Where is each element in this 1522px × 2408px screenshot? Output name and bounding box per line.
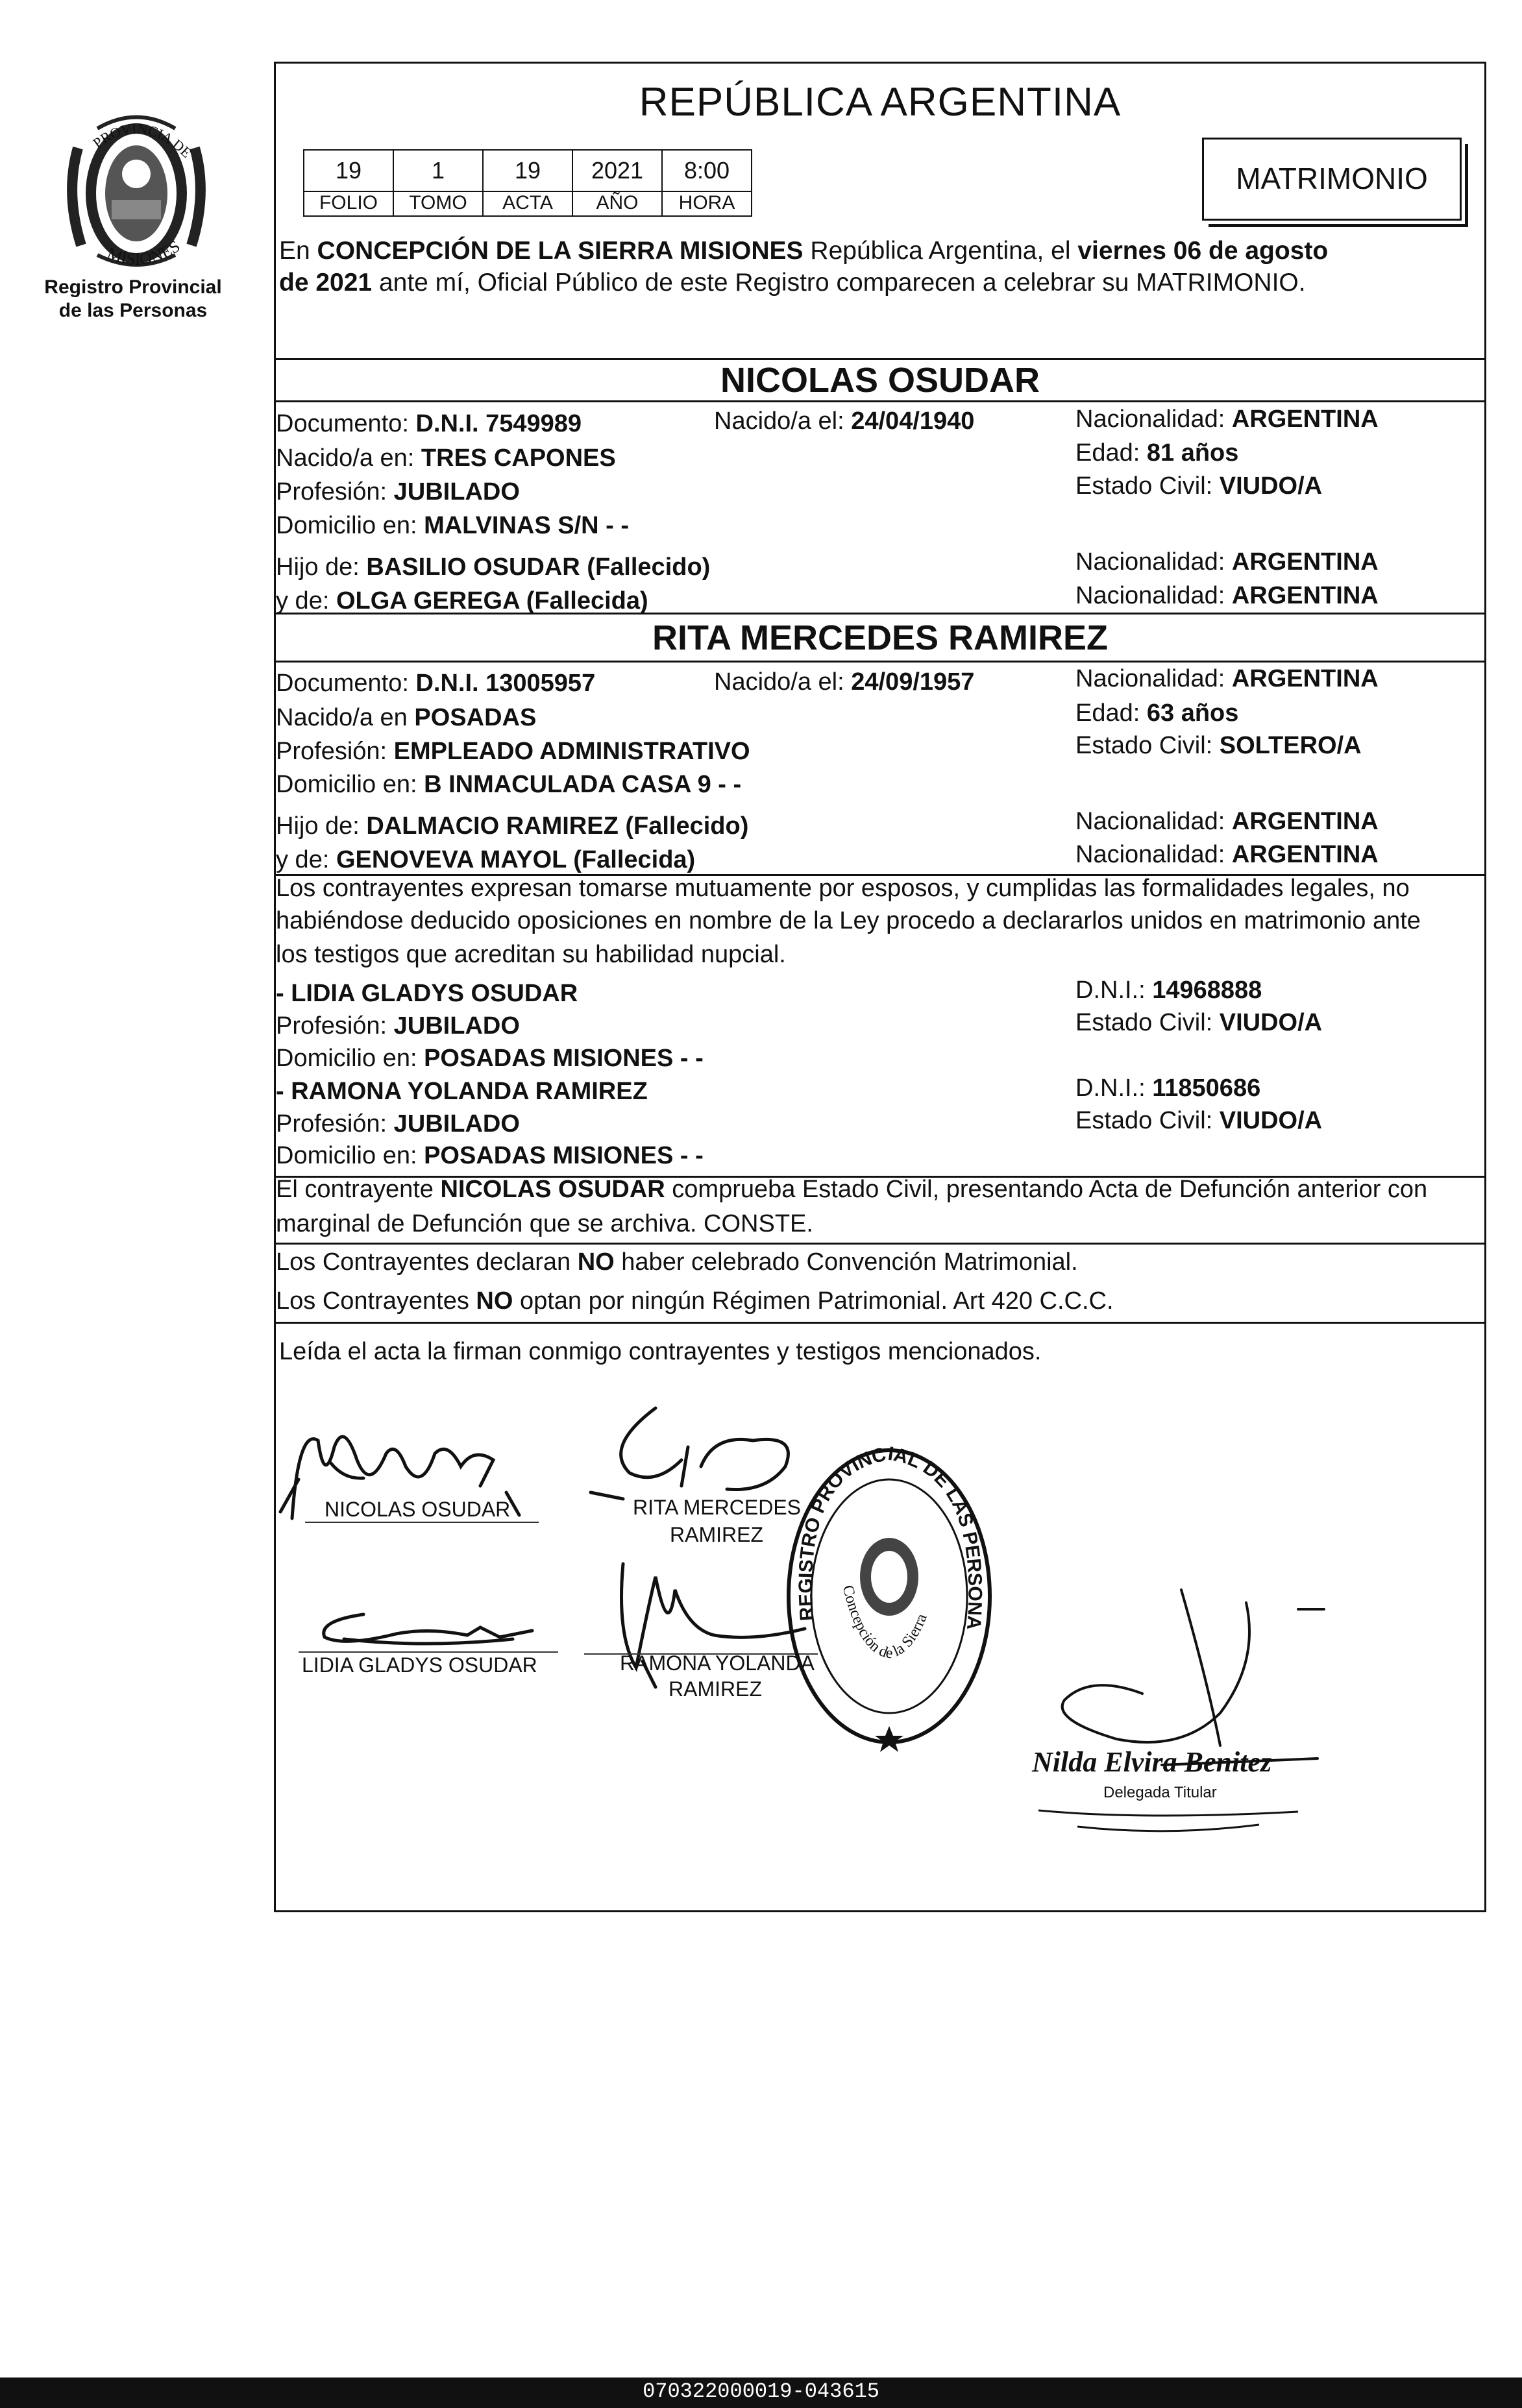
signature-label-4b: RAMIREZ	[669, 1677, 762, 1701]
spouse2-padre-nacionalidad: Nacionalidad: ARGENTINA	[1075, 808, 1379, 835]
intro-line-1: En CONCEPCIÓN DE LA SIERRA MISIONES República Argentina, el viernes 06 de agosto	[279, 237, 1329, 265]
official-signature-scribble	[1013, 1583, 1350, 1869]
seal-lettering-icon	[52, 109, 221, 278]
spouse1-edad: Edad: 81 años	[1075, 439, 1239, 467]
witness1-domicilio: Domicilio en: POSADAS MISIONES - -	[276, 1045, 704, 1072]
page-title: REPÚBLICA ARGENTINA	[639, 80, 1122, 125]
signature-label-2a: RITA MERCEDES	[633, 1496, 801, 1519]
witness2-profesion: Profesión: JUBILADO	[276, 1110, 520, 1137]
svg-text:MISIONES: MISIONES	[104, 236, 184, 269]
spouse2-domicilio: Domicilio en: B INMACULADA CASA 9 - -	[276, 771, 742, 798]
civil-note-line-1: El contrayente NICOLAS OSUDAR comprueba Estado Civil, presentando Acta de Defunción anterior con	[276, 1176, 1428, 1203]
witness2-dni: D.N.I.: 11850686	[1075, 1075, 1261, 1102]
divider-spouse1-header	[274, 400, 1486, 402]
official-stamp-icon	[772, 1424, 1000, 1765]
spouse2-estado-civil: Estado Civil: SOLTERO/A	[1075, 732, 1362, 759]
spouse2-madre-nacionalidad: Nacionalidad: ARGENTINA	[1075, 841, 1379, 868]
ano-value: 2021	[572, 149, 663, 192]
spouse2-nacionalidad: Nacionalidad: ARGENTINA	[1075, 665, 1379, 692]
spouse1-padre-nacionalidad: Nacionalidad: ARGENTINA	[1075, 548, 1379, 576]
divider-spouse2-top	[274, 613, 1486, 614]
witness1-dni: D.N.I.: 14968888	[1075, 977, 1262, 1004]
signature-label-3: LIDIA GLADYS OSUDAR	[302, 1653, 537, 1677]
civil-note-line-2: marginal de Defunción que se archiva. CONSTE.	[276, 1210, 813, 1237]
folio-value: 19	[303, 149, 394, 192]
spouse2-madre: y de: GENOVEVA MAYOL (Fallecida)	[276, 846, 696, 873]
witness1-name: - LIDIA GLADYS OSUDAR	[276, 980, 578, 1007]
convention-line-1: Los Contrayentes declaran NO haber celebrado Convención Matrimonial.	[276, 1248, 1078, 1276]
witness1-estado-civil: Estado Civil: VIUDO/A	[1075, 1009, 1323, 1036]
tomo-label: TOMO	[393, 191, 484, 217]
closing-statement: Leída el acta la firman conmigo contrayentes y testigos mencionados.	[279, 1338, 1042, 1365]
barcode-number: 070322000019-043615	[643, 2379, 879, 2403]
hora-value: 8:00	[661, 149, 752, 192]
spouse2-padre: Hijo de: DALMACIO RAMIREZ (Fallecido)	[276, 812, 749, 840]
spouse1-name: NICOLAS OSUDAR	[720, 361, 1040, 400]
signature-label-1: NICOLAS OSUDAR	[325, 1498, 511, 1521]
divider-convention-top	[274, 1243, 1486, 1245]
spouse2-nacido-en: Nacido/a en POSADAS	[276, 704, 537, 731]
divider-closing-top	[274, 1322, 1486, 1324]
spouse2-edad: Edad: 63 años	[1075, 699, 1239, 727]
witness1-profesion: Profesión: JUBILADO	[276, 1012, 520, 1040]
spouse1-domicilio: Domicilio en: MALVINAS S/N - -	[276, 512, 630, 539]
svg-text:PROVINCIA DE: PROVINCIA DE	[90, 120, 195, 161]
spouse2-nacido-el: Nacido/a el: 24/09/1957	[714, 668, 975, 696]
logo-caption-line1: Registro Provincial	[44, 276, 222, 298]
svg-text:Delegada Titular: Delegada Titular	[1103, 1784, 1217, 1801]
svg-text:Nilda Elvira Benitez: Nilda Elvira Benitez	[1032, 1746, 1272, 1778]
declaration-line-2: habiéndose deducido oposiciones en nombre de la Ley procedo a declararlos unidos en matrimonio ante	[276, 907, 1421, 934]
tomo-value: 1	[393, 149, 484, 192]
spouse1-profesion: Profesión: JUBILADO	[276, 478, 520, 505]
signature-line-3	[299, 1651, 558, 1653]
svg-text:REGISTRO PROVINCIAL DE LAS PER: REGISTRO PROVINCIAL DE LAS PERSONAS	[772, 1424, 986, 1631]
witness2-domicilio: Domicilio en: POSADAS MISIONES - -	[276, 1142, 704, 1169]
witness2-estado-civil: Estado Civil: VIUDO/A	[1075, 1107, 1323, 1134]
spouse2-name: RITA MERCEDES RAMIREZ	[652, 618, 1108, 657]
declaration-line-1: Los contrayentes expresan tomarse mutuamente por esposos, y cumplidas las formalidades legales, no	[276, 875, 1410, 902]
spouse2-documento: Documento: D.N.I. 13005957	[276, 670, 596, 697]
spouse1-documento: Documento: D.N.I. 7549989	[276, 410, 582, 437]
witness2-name: - RAMONA YOLANDA RAMIREZ	[276, 1078, 648, 1105]
record-type-box: MATRIMONIO	[1202, 138, 1462, 221]
intro-line-2: de 2021 ante mí, Oficial Público de este Registro comparecen a celebrar su MATRIMONIO.	[279, 269, 1306, 297]
declaration-line-3: los testigos que acreditan su habilidad nupcial.	[276, 941, 786, 968]
acta-label: ACTA	[482, 191, 573, 217]
spouse1-estado-civil: Estado Civil: VIUDO/A	[1075, 472, 1323, 500]
spouse1-nacido-el: Nacido/a el: 24/04/1940	[714, 407, 975, 435]
hora-label: HORA	[661, 191, 752, 217]
svg-text:Concepción de la Sierra: Concepción de la Sierra	[839, 1583, 931, 1662]
signature-label-4a: RAMONA YOLANDA	[620, 1651, 815, 1675]
folio-label: FOLIO	[303, 191, 394, 217]
ano-label: AÑO	[572, 191, 663, 217]
logo-caption-line2: de las Personas	[58, 300, 208, 321]
spouse2-profesion: Profesión: EMPLEADO ADMINISTRATIVO	[276, 738, 750, 765]
spouse1-nacionalidad: Nacionalidad: ARGENTINA	[1075, 406, 1379, 433]
divider-spouse2-header	[274, 661, 1486, 663]
convention-line-2: Los Contrayentes NO optan por ningún Régimen Patrimonial. Art 420 C.C.C.	[276, 1287, 1114, 1315]
signature-scribble-1	[273, 1402, 584, 1544]
spouse1-madre-nacionalidad: Nacionalidad: ARGENTINA	[1075, 582, 1379, 609]
acta-value: 19	[482, 149, 573, 192]
spouse1-nacido-en: Nacido/a en: TRES CAPONES	[276, 444, 616, 472]
signature-line-1	[305, 1522, 539, 1523]
signature-label-2b: RAMIREZ	[670, 1523, 763, 1546]
spouse1-padre: Hijo de: BASILIO OSUDAR (Fallecido)	[276, 553, 711, 581]
spouse1-madre: y de: OLGA GEREGA (Fallecida)	[276, 587, 648, 614]
